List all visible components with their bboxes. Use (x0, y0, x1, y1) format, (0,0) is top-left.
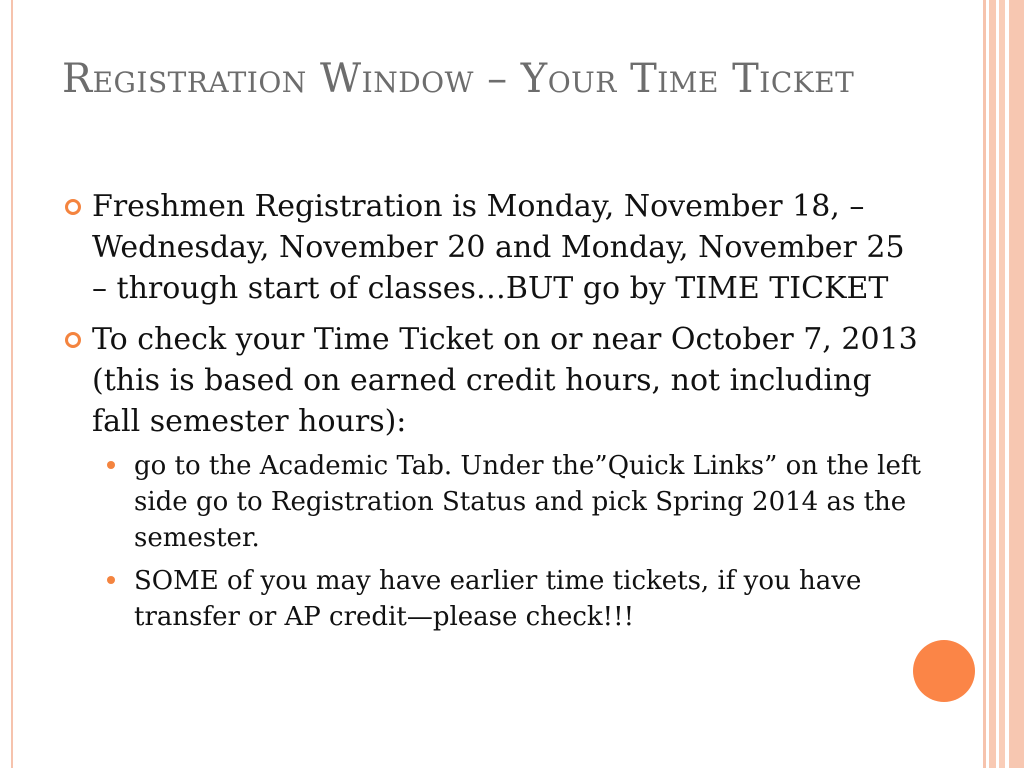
slide-body (62, 186, 922, 642)
decorative-circle (913, 640, 975, 702)
ring-bullet-icon (65, 199, 81, 215)
ring-bullet-icon (65, 332, 81, 348)
bullet-text: Freshmen Registration is Monday, November 18, – Wednesday, November 20 and Monday, November 25 – through start of classes…BUT go by TIME TICKET (92, 189, 905, 306)
sub-bullet-item (62, 448, 922, 556)
slide-title: Registration Window – Your Time Ticket (62, 56, 855, 102)
right-stripe (999, 0, 1005, 768)
dot-bullet-icon (107, 461, 115, 469)
sub-bullet-item (62, 563, 922, 635)
left-border-line (11, 0, 13, 768)
bullet-item (62, 186, 922, 309)
right-stripe (983, 0, 986, 768)
right-stripe (1009, 0, 1024, 768)
bullet-text: To check your Time Ticket on or near October 7, 2013 (this is based on earned credit hours, not including fall semester hours): (92, 322, 918, 439)
right-stripe (989, 0, 996, 768)
sub-bullet-text: SOME of you may have earlier time tickets, if you have transfer or AP credit—please check!!! (134, 566, 862, 632)
dot-bullet-icon (107, 576, 115, 584)
bullet-item (62, 319, 922, 442)
sub-bullet-text: go to the Academic Tab. Under the”Quick Links” on the left side go to Registration Status and pick Spring 2014 as the semester. (134, 451, 921, 553)
